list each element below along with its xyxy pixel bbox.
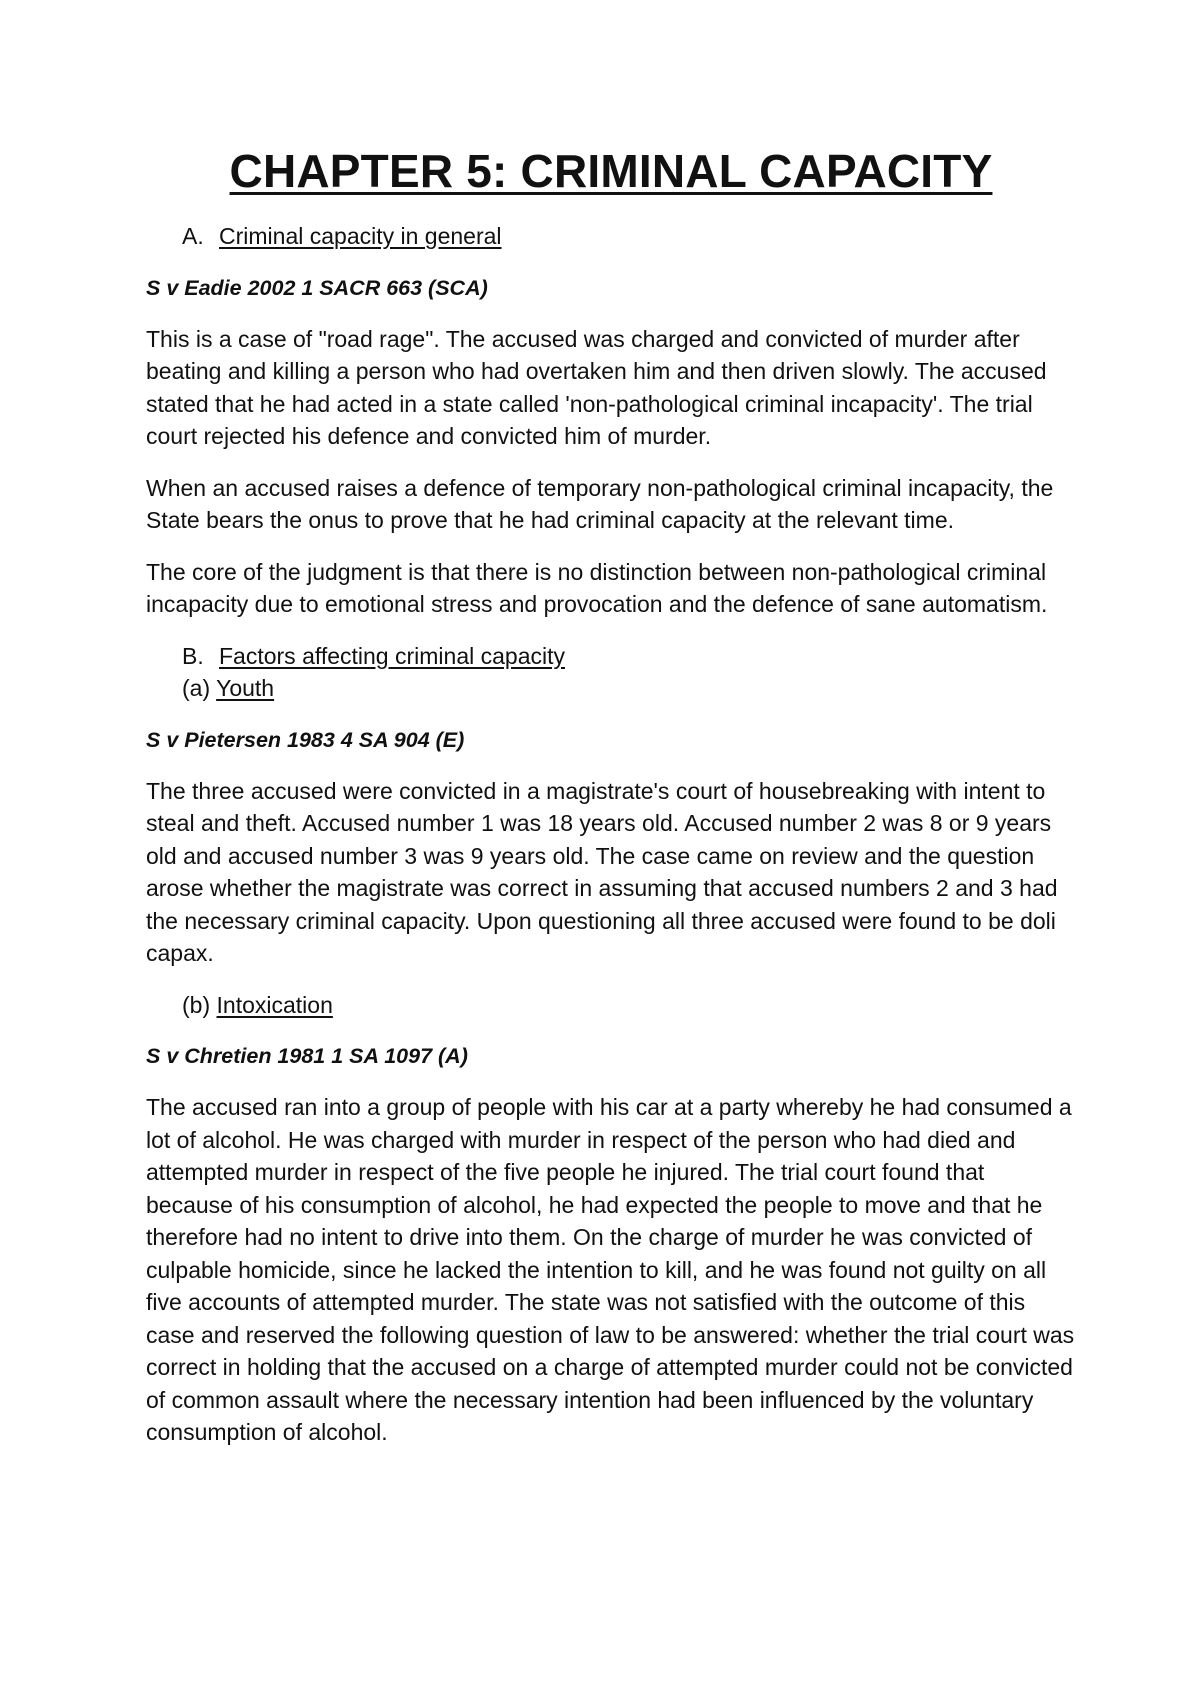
case-citation-pietersen: S v Pietersen 1983 4 SA 904 (E)	[146, 727, 465, 752]
case-citation-chretien: S v Chretien 1981 1 SA 1097 (A)	[146, 1044, 468, 1068]
subsection-intoxication-heading	[146, 989, 1076, 1022]
case-citation-eadie: S v Eadie 2002 1 SACR 663 (SCA)	[146, 275, 488, 300]
subsection-youth-marker: (a)	[182, 675, 211, 701]
document-content	[146, 142, 1076, 1468]
case-eadie-paragraph-1: This is a case of "road rage". The accused was charged and convicted of murder after beating and killing a person who had overtaken him and then driven slowly. The accused stated that he had acted in a state called 'non-pathological criminal incapacity'. The trial court rejected his defence and convicted him of murder.	[146, 325, 1047, 449]
subsection-youth-heading	[146, 672, 1076, 705]
subsection-youth-label: Youth	[216, 675, 275, 701]
chapter-title: CHAPTER 5: CRIMINAL CAPACITY	[229, 145, 993, 197]
case-pietersen-paragraph: The three accused were convicted in a magistrate's court of housebreaking with intent to steal and theft. Accused number 1 was 18 years old. Accused number 2 was 8 or 9 years old and accused number 3 was 9 years old. The case came on review and the question arose whether the magistrate was correct in assuming that accused numbers 2 and 3 had the necessary criminal capacity. Upon questioning all three accused were found to be doli capax.	[146, 777, 1058, 966]
section-b-marker: B.	[182, 642, 204, 669]
section-a-heading	[146, 220, 1076, 253]
case-eadie-paragraph-3: The core of the judgment is that there is no distinction between non-pathological criminal incapacity due to emotional stress and provocation and the defence of sane automatism.	[146, 558, 1048, 617]
subsection-intoxication-label: Intoxication	[216, 991, 333, 1018]
section-b-label: Factors affecting criminal capacity	[219, 642, 565, 669]
section-a-marker: A.	[182, 223, 204, 249]
case-eadie-paragraph-2: When an accused raises a defence of temporary non-pathological criminal incapacity, the State bears the onus to prove that he had criminal capacity at the relevant time.	[146, 474, 1054, 533]
subsection-intoxication-marker: (b)	[182, 991, 211, 1018]
section-b-heading	[146, 640, 1076, 673]
section-a-label: Criminal capacity in general	[219, 223, 502, 249]
case-chretien-paragraph: The accused ran into a group of people with his car at a party whereby he had consumed a lot of alcohol. He was charged with murder in respect of the person who had died and attempted murder in respect of the five people he injured. The trial court found that because of his consumption of alcohol, he had expected the people to move and that he therefore had no intent to drive into them. On the charge of murder he was convicted of culpable homicide, since he lacked the intention to kill, and he was found not guilty on all five accounts of attempted murder. The state was not satisfied with the outcome of this case and reserved the following question of law to be answered: whether the trial court was correct in holding that the accused on a charge of attempted murder could not be convicted of common assault where the necessary intention had been influenced by the voluntary consumption of alcohol.	[146, 1094, 1075, 1445]
